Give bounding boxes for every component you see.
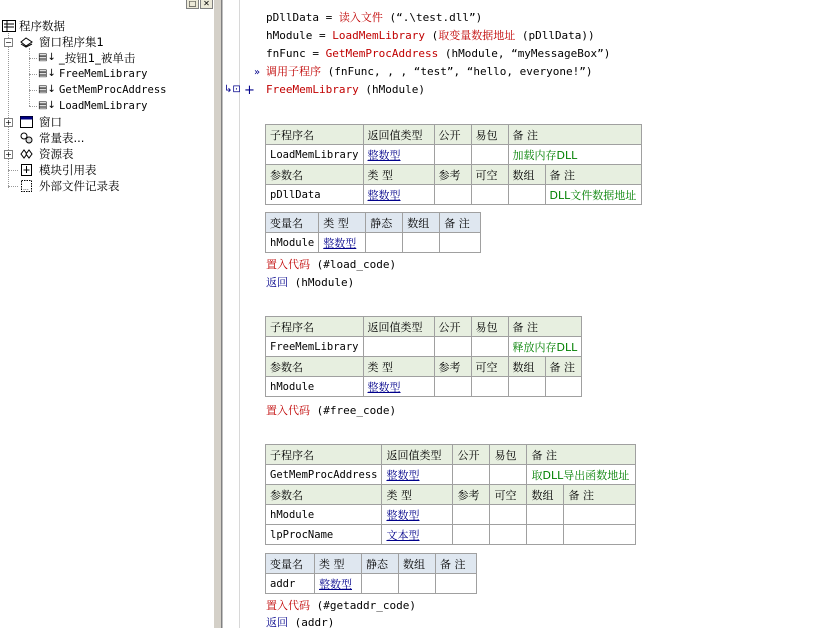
sub-name-cell[interactable]: FreeMemLibrary	[266, 337, 364, 357]
header-sub-name: 子程序名	[266, 125, 364, 145]
code-command: LoadMemLibrary	[332, 29, 425, 42]
param-note-cell[interactable]	[564, 525, 636, 545]
code-operator: =	[305, 47, 326, 60]
header-param-name: 参数名	[266, 357, 364, 377]
header-note: 备 注	[545, 357, 582, 377]
header-nullable: 可空	[471, 165, 508, 185]
header-type: 类 型	[363, 357, 434, 377]
tree-item-sub-label: FreeMemLibrary	[59, 68, 148, 80]
svg-text:...: ...	[23, 185, 29, 192]
param-array-cell[interactable]	[508, 377, 545, 397]
subroutine-icon: ▤↓	[38, 84, 56, 95]
public-cell[interactable]	[453, 465, 490, 485]
param-name-cell[interactable]: hModule	[266, 505, 382, 525]
subroutine-icon: ▤↓	[38, 52, 56, 63]
public-cell[interactable]	[434, 145, 471, 165]
code-command: 调用子程序	[266, 65, 321, 78]
code-variable: fnFunc	[266, 47, 306, 60]
tree-root-label: 程序数据	[19, 19, 65, 33]
project-tree-panel	[0, 0, 213, 628]
external-file-icon	[20, 180, 33, 192]
return-type-cell[interactable]: 整数型	[382, 465, 453, 485]
code-command: 置入代码	[266, 404, 310, 417]
statement-line[interactable]	[266, 598, 416, 614]
statement-line[interactable]	[266, 615, 334, 631]
note-cell[interactable]: 释放内存DLL	[508, 337, 582, 357]
code-args: (pDllData))	[515, 29, 595, 42]
header-easy: 易包	[490, 445, 527, 465]
subroutine-table-loadmemlibrary	[265, 124, 642, 205]
code-command: 返回	[266, 276, 288, 289]
header-type: 类 型	[315, 554, 362, 574]
breakpoint-marker-icon[interactable]: ↳⊡	[224, 84, 241, 95]
code-args: (#getaddr_code)	[310, 599, 416, 612]
param-type-cell[interactable]: 整数型	[363, 377, 434, 397]
var-name-cell[interactable]: addr	[266, 574, 315, 594]
header-note: 备 注	[508, 317, 582, 337]
param-ref-cell[interactable]	[453, 505, 490, 525]
easy-cell[interactable]	[471, 145, 508, 165]
expand-icon[interactable]: +	[5, 118, 12, 127]
param-nullable-cell[interactable]	[490, 505, 527, 525]
tree-item-sub-label: _按钮1_被单击	[59, 51, 136, 65]
header-easy: 易包	[471, 317, 508, 337]
tree-item-window-label: 窗口	[39, 115, 62, 129]
header-ref: 参考	[434, 357, 471, 377]
header-static: 静态	[362, 554, 399, 574]
header-note: 备 注	[508, 125, 641, 145]
var-note-cell[interactable]	[440, 233, 481, 253]
tree-item-external-label: 外部文件记录表	[39, 179, 120, 193]
param-name-cell[interactable]: pDllData	[266, 185, 364, 205]
cursor-cross-icon: +	[244, 83, 255, 98]
panel-top-strip	[0, 0, 213, 8]
header-note: 备 注	[545, 165, 641, 185]
var-type-cell[interactable]: 整数型	[319, 233, 366, 253]
sub-name-cell[interactable]: GetMemProcAddress	[266, 465, 382, 485]
var-array-cell[interactable]	[403, 233, 440, 253]
tree-item-resources-label: 资源表	[39, 147, 74, 161]
param-type-cell[interactable]: 整数型	[363, 185, 434, 205]
header-note: 备 注	[564, 485, 636, 505]
header-note: 备 注	[436, 554, 477, 574]
header-array: 数组	[508, 357, 545, 377]
param-nullable-cell[interactable]	[471, 377, 508, 397]
code-line-2[interactable]	[266, 28, 595, 44]
constants-icon	[20, 132, 33, 144]
easy-cell[interactable]	[471, 337, 508, 357]
panel-dock-button[interactable]: □	[186, 0, 199, 9]
code-command: 置入代码	[266, 258, 310, 271]
code-args: (fnFunc, , , “test”, “hello, everyone!”)	[321, 65, 593, 78]
param-array-cell[interactable]	[527, 525, 564, 545]
resources-icon	[20, 148, 33, 160]
header-var-name: 变量名	[266, 554, 315, 574]
code-command: 置入代码	[266, 599, 310, 612]
code-args: (hModule, “myMessageBox”)	[438, 47, 611, 60]
window-icon	[20, 116, 33, 128]
header-var-name: 变量名	[266, 213, 319, 233]
header-type: 类 型	[382, 485, 453, 505]
tree-item-constants-label: 常量表...	[39, 131, 85, 145]
header-note: 备 注	[440, 213, 481, 233]
code-args: (addr)	[288, 616, 335, 629]
tree-item-assembly-label: 窗口程序集1	[39, 35, 104, 49]
header-param-name: 参数名	[266, 165, 364, 185]
param-array-cell[interactable]	[508, 185, 545, 205]
header-sub-name: 子程序名	[266, 445, 382, 465]
header-public: 公开	[453, 445, 490, 465]
subroutine-icon: ▤↓	[38, 100, 56, 111]
header-note: 备 注	[527, 445, 636, 465]
code-command: 读入文件	[338, 11, 383, 24]
statement-line[interactable]	[266, 257, 396, 273]
param-array-cell[interactable]	[527, 505, 564, 525]
param-type-cell[interactable]: 整数型	[382, 505, 453, 525]
param-ref-cell[interactable]	[434, 185, 471, 205]
param-note-cell[interactable]	[545, 377, 582, 397]
current-line-arrow-icon: »	[254, 67, 261, 78]
statement-line[interactable]	[266, 403, 396, 419]
subroutine-icon: ▤↓	[38, 68, 56, 79]
code-variable: pDllData	[266, 11, 319, 24]
header-public: 公开	[434, 125, 471, 145]
return-type-cell[interactable]: 整数型	[363, 145, 434, 165]
code-args: (#load_code)	[310, 258, 397, 271]
subroutine-table-getmemprocaddress	[265, 444, 636, 545]
param-nullable-cell[interactable]	[471, 185, 508, 205]
code-args: (	[424, 29, 439, 42]
code-operator: =	[318, 11, 339, 24]
return-type-cell[interactable]	[363, 337, 434, 357]
panel-splitter[interactable]	[213, 0, 222, 628]
code-variable: hModule	[266, 29, 313, 42]
var-static-cell[interactable]	[362, 574, 399, 594]
sub-name-cell[interactable]: LoadMemLibrary	[266, 145, 364, 165]
module-icon	[20, 164, 33, 176]
header-ret-type: 返回值类型	[363, 125, 434, 145]
assembly-icon	[20, 36, 33, 48]
header-type: 类 型	[363, 165, 434, 185]
header-easy: 易包	[471, 125, 508, 145]
param-note-cell[interactable]	[564, 505, 636, 525]
code-operator: =	[312, 29, 333, 42]
code-command: 取变量数据地址	[438, 29, 516, 42]
header-array: 数组	[527, 485, 564, 505]
header-array: 数组	[508, 165, 545, 185]
public-cell[interactable]	[434, 337, 471, 357]
local-vars-table-loadmemlibrary	[265, 212, 481, 253]
code-line-5[interactable]	[266, 82, 425, 98]
var-static-cell[interactable]	[366, 233, 403, 253]
note-cell[interactable]: 取DLL导出函数地址	[527, 465, 636, 485]
code-editor[interactable]	[224, 0, 824, 629]
statement-line[interactable]	[266, 275, 354, 291]
param-ref-cell[interactable]	[453, 525, 490, 545]
param-type-cell[interactable]: 文本型	[382, 525, 453, 545]
code-command: FreeMemLibrary	[266, 83, 359, 96]
code-line-4[interactable]	[266, 64, 593, 80]
code-args: (#free_code)	[310, 404, 397, 417]
param-note-cell[interactable]: DLL文件数据地址	[545, 185, 641, 205]
code-line-3[interactable]	[266, 46, 610, 62]
tree-item-modules-label: 模块引用表	[39, 163, 97, 177]
header-sub-name: 子程序名	[266, 317, 364, 337]
param-nullable-cell[interactable]	[490, 525, 527, 545]
easy-cell[interactable]	[490, 465, 527, 485]
header-ret-type: 返回值类型	[363, 317, 434, 337]
collapse-icon[interactable]: −	[5, 38, 12, 47]
var-array-cell[interactable]	[399, 574, 436, 594]
tree-item-sub-label: GetMemProcAddress	[59, 84, 167, 96]
code-command: 返回	[266, 616, 288, 629]
expand-icon[interactable]: +	[5, 150, 12, 159]
header-array: 数组	[399, 554, 436, 574]
project-icon	[2, 20, 16, 32]
code-line-1[interactable]	[266, 10, 482, 26]
code-args: (“.\test.dll”)	[382, 11, 483, 24]
close-icon[interactable]: ✕	[200, 0, 213, 9]
var-note-cell[interactable]	[436, 574, 477, 594]
local-vars-table-getmemprocaddress	[265, 553, 477, 594]
tree-item-sub-label: LoadMemLibrary	[59, 100, 148, 112]
code-args: (hModule)	[288, 276, 355, 289]
header-nullable: 可空	[471, 357, 508, 377]
header-nullable: 可空	[490, 485, 527, 505]
note-cell[interactable]: 加载内存DLL	[508, 145, 641, 165]
code-args: (hModule)	[358, 83, 425, 96]
header-ref: 参考	[453, 485, 490, 505]
param-ref-cell[interactable]	[434, 377, 471, 397]
header-static: 静态	[366, 213, 403, 233]
header-param-name: 参数名	[266, 485, 382, 505]
header-public: 公开	[434, 317, 471, 337]
param-name-cell[interactable]: hModule	[266, 377, 364, 397]
header-ret-type: 返回值类型	[382, 445, 453, 465]
code-command: GetMemProcAddress	[325, 47, 439, 60]
var-name-cell[interactable]: hModule	[266, 233, 319, 253]
var-type-cell[interactable]: 整数型	[315, 574, 362, 594]
header-array: 数组	[403, 213, 440, 233]
header-type: 类 型	[319, 213, 366, 233]
param-name-cell[interactable]: lpProcName	[266, 525, 382, 545]
subroutine-table-freememlibrary	[265, 316, 582, 397]
header-ref: 参考	[434, 165, 471, 185]
